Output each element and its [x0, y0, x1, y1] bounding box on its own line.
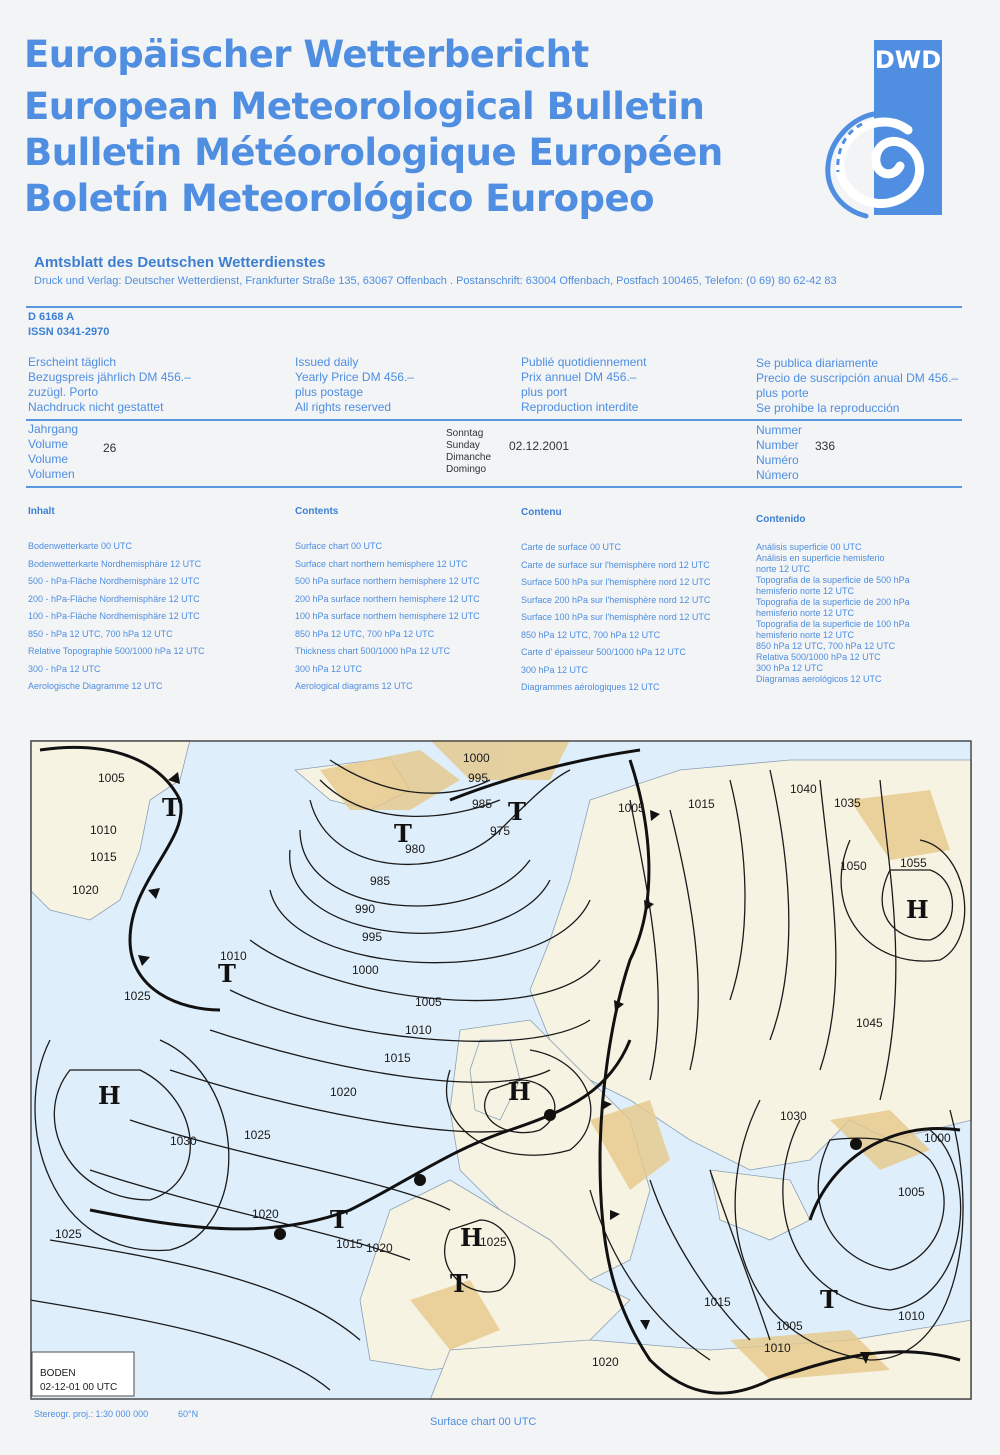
- volume-value: 26: [103, 441, 117, 455]
- isobar-label: 1000: [352, 963, 379, 977]
- isobar-label: 1020: [592, 1355, 619, 1369]
- front-semicircle: [414, 1174, 426, 1186]
- volume-label: Volumen: [28, 467, 75, 481]
- isobar-label: 1045: [856, 1016, 883, 1030]
- contents-heading-en: Contents: [295, 506, 339, 517]
- subscription-en: [295, 355, 414, 415]
- subscription-line: Nachdruck nicht gestattet: [28, 400, 164, 414]
- isobar-label: 1020: [366, 1241, 393, 1255]
- contents-item: Surface 500 hPa sur l'hemisphère nord 12 UTC: [521, 577, 711, 587]
- isobar-label: 980: [405, 842, 426, 856]
- isobar-label: 1000: [924, 1131, 951, 1145]
- low-pressure-center: T: [820, 1285, 838, 1314]
- contents-item: Relative Topographie 500/1000 hPa 12 UTC: [28, 646, 205, 656]
- day-labels: [446, 428, 491, 476]
- high-pressure-center: H: [460, 1223, 483, 1252]
- isobar-label: 1010: [898, 1309, 925, 1323]
- contents-item: 100 hPa surface northern hemisphere 12 UTC: [295, 611, 480, 621]
- issue-number: 336: [815, 439, 836, 453]
- front-semicircle: [544, 1109, 556, 1121]
- contents-item: Análisis superficie 00 UTC: [756, 542, 862, 552]
- contents-item: 300 hPa 12 UTC: [295, 663, 363, 674]
- subscription-de: [28, 355, 191, 415]
- subscription-line: Bezugspreis jährlich DM 456.–: [28, 370, 191, 384]
- volume-label: Volume: [28, 452, 69, 466]
- divider-bottom: [26, 486, 962, 488]
- contents-item: Topografia de la superficie de 500 hPa: [756, 575, 910, 585]
- spiral-icon: [822, 100, 942, 220]
- contents-item: Topografia de la superficie de 200 hPa: [756, 597, 910, 607]
- subscription-line: All rights reserved: [295, 400, 392, 414]
- isobar-label: 1025: [244, 1128, 271, 1142]
- number-label: Number: [756, 438, 799, 452]
- day-label: Dimanche: [446, 452, 492, 463]
- contents-item: Surface 200 hPa sur l'hemisphère nord 12 UTC: [521, 594, 711, 605]
- issue-date: 02.12.2001: [509, 439, 570, 453]
- isobar-label: 1025: [124, 989, 151, 1003]
- title-german: Europäischer Wetterbericht: [24, 33, 589, 76]
- surface-weather-map: [30, 740, 972, 1400]
- subscription-line: plus port: [521, 385, 568, 399]
- contents-item: Bodenwetterkarte 00 UTC: [28, 541, 133, 551]
- map-latitude: 60°N: [178, 1409, 199, 1419]
- number-label: Número: [756, 468, 799, 482]
- publisher-address: Druck und Verlag: Deutscher Wetterdienst, Frankfurter Straße 135, 63067 Offenbach . Postanschrift: 63004 Offenbach, Postfach 100465, Telefon: (0 69) 80 62-42 83: [34, 275, 837, 287]
- subscription-line: Precio de suscripción anual DM 456.–: [756, 371, 959, 385]
- contents-item: hemisferio norte 12 UTC: [756, 586, 855, 596]
- isobar-label: 1020: [72, 883, 99, 897]
- publication-code: D 6168 A: [28, 311, 75, 323]
- isobar-label: 1015: [336, 1237, 363, 1251]
- contents-list-es: [756, 542, 910, 685]
- isobar-label: 1010: [764, 1341, 791, 1355]
- contents-item: Diagrammes aérologiques 12 UTC: [521, 682, 660, 692]
- isobar-label: 995: [468, 771, 489, 785]
- contents-item: norte 12 UTC: [756, 564, 811, 574]
- contents-item: Carte de surface sur l'hemisphère nord 12 UTC: [521, 559, 710, 570]
- subscription-line: Publié quotidiennement: [521, 355, 647, 369]
- number-label: Numéro: [756, 453, 799, 467]
- contents-item: Carte d' épaisseur 500/1000 hPa 12 UTC: [521, 647, 686, 657]
- isobar-label: 1000: [463, 751, 490, 765]
- high-pressure-center: H: [508, 1077, 531, 1106]
- subscription-line: zuzügl. Porto: [28, 385, 99, 399]
- contents-item: Thickness chart 500/1000 hPa 12 UTC: [295, 646, 451, 656]
- subscription-line: Issued daily: [295, 355, 359, 369]
- stamp-line: BODEN: [40, 1368, 76, 1379]
- number-label: Nummer: [756, 423, 803, 437]
- subscription-es: [756, 356, 958, 416]
- volume-labels: [28, 422, 78, 482]
- isobar-label: 1010: [220, 949, 247, 963]
- dwd-logo: [822, 40, 942, 215]
- contents-item: Aerologische Diagramme 12 UTC: [28, 681, 163, 691]
- contents-item: Surface chart 00 UTC: [295, 541, 383, 551]
- contents-item: Análisis en superficie hemisferio: [756, 553, 885, 563]
- contents-heading-fr: Contenu: [521, 507, 562, 518]
- isobar-label: 985: [370, 874, 391, 888]
- contents-list-fr: [521, 539, 710, 697]
- isobar-label: 1010: [90, 823, 117, 837]
- isobar-label: 1030: [780, 1109, 807, 1123]
- low-pressure-center: T: [450, 1269, 468, 1298]
- contents-item: Bodenwetterkarte Nordhemisphäre 12 UTC: [28, 558, 202, 569]
- map-projection: Stereogr. proj.: 1:30 000 000: [34, 1409, 149, 1419]
- isobar-label: 1040: [790, 782, 817, 796]
- number-labels: [756, 423, 802, 483]
- contents-item: Carte de surface 00 UTC: [521, 542, 622, 552]
- contents-item: 850 hPa 12 UTC, 700 hPa 12 UTC: [295, 628, 435, 639]
- contents-item: hemisferio norte 12 UTC: [756, 630, 855, 640]
- isobar-label: 1010: [405, 1023, 432, 1037]
- volume-label: Jahrgang: [28, 422, 79, 436]
- contents-item: 300 hPa 12 UTC: [756, 663, 824, 673]
- low-pressure-center: T: [394, 819, 412, 848]
- subscription-line: Reproduction interdite: [521, 400, 639, 414]
- isobar-label: 995: [362, 930, 383, 944]
- day-label: Sunday: [446, 440, 480, 451]
- isobar-label: 985: [472, 797, 493, 811]
- contents-item: Relativa 500/1000 hPa 12 UTC: [756, 652, 881, 662]
- contents-item: Surface chart northern hemisphere 12 UTC: [295, 558, 468, 569]
- contents-heading-de: Inhalt: [28, 506, 55, 517]
- subscription-line: Se publica diariamente: [756, 356, 879, 370]
- front-semicircle: [850, 1138, 862, 1150]
- isobar-label: 975: [490, 824, 511, 838]
- isobar-label: 1030: [170, 1134, 197, 1148]
- isobar-label: 990: [355, 902, 376, 916]
- divider-middle: [26, 419, 962, 421]
- contents-item: Aerological diagrams 12 UTC: [295, 681, 413, 691]
- subscription-line: plus postage: [295, 385, 364, 399]
- isobar-label: 1055: [900, 856, 927, 870]
- title-french: Bulletin Météorologique Européen: [24, 131, 723, 174]
- subscription-line: Yearly Price DM 456.–: [295, 370, 414, 384]
- logo-text: DWD: [874, 46, 942, 74]
- weather-map-svg: [30, 740, 972, 1400]
- contents-item: 500 - hPa-Fläche Nordhemisphäre 12 UTC: [28, 576, 200, 586]
- contents-list-de: [28, 538, 204, 696]
- title-spanish: Boletín Meteorológico Europeo: [24, 177, 655, 220]
- subscription-fr: [521, 355, 646, 415]
- isobar-label: 1005: [898, 1185, 925, 1199]
- contents-item: 500 hPa surface northern hemisphere 12 UTC: [295, 576, 480, 586]
- publisher: Amtsblatt des Deutschen Wetterdienstes: [34, 254, 326, 271]
- subscription-line: plus porte: [756, 386, 809, 400]
- isobar-label: 1005: [776, 1319, 803, 1333]
- subscription-line: Prix annuel DM 456.–: [521, 370, 637, 384]
- contents-item: 100 - hPa-Fläche Nordhemisphäre 12 UTC: [28, 611, 200, 621]
- subscription-line: Se prohibe la reproducción: [756, 401, 900, 415]
- isobar-label: 1015: [704, 1295, 731, 1309]
- contents-item: Topografia de la superficie de 100 hPa: [756, 619, 910, 629]
- issn: ISSN 0341-2970: [28, 326, 110, 338]
- contents-item: 300 - hPa 12 UTC: [28, 663, 101, 674]
- isobar-label: 1015: [90, 850, 117, 864]
- isobar-label: 1015: [688, 797, 715, 811]
- isobar-label: 1020: [252, 1207, 279, 1221]
- isobar-label: 1035: [834, 796, 861, 810]
- stamp-line: 02-12-01 00 UTC: [40, 1382, 118, 1393]
- contents-item: hemisferio norte 12 UTC: [756, 608, 855, 618]
- isobar-label: 1015: [384, 1051, 411, 1065]
- contents-item: 300 hPa 12 UTC: [521, 664, 589, 675]
- low-pressure-center: T: [508, 797, 526, 826]
- contents-item: 850 hPa 12 UTC, 700 hPa 12 UTC: [521, 629, 661, 640]
- title-english: European Meteorological Bulletin: [24, 85, 705, 128]
- divider-top: [26, 306, 962, 308]
- contents-item: 200 - hPa-Fläche Nordhemisphäre 12 UTC: [28, 593, 200, 604]
- low-pressure-center: T: [218, 959, 236, 988]
- high-pressure-center: H: [906, 895, 929, 924]
- isobar-label: 1025: [55, 1227, 82, 1241]
- contents-list-en: [295, 538, 480, 696]
- day-label: Sonntag: [446, 428, 484, 439]
- isobar-label: 1005: [98, 771, 125, 785]
- isobar-label: 1005: [618, 801, 645, 815]
- contents-item: 850 hPa 12 UTC, 700 hPa 12 UTC: [756, 641, 896, 651]
- high-pressure-center: H: [98, 1081, 121, 1110]
- low-pressure-center: T: [330, 1205, 348, 1234]
- contents-item: 850 - hPa 12 UTC, 700 hPa 12 UTC: [28, 628, 173, 639]
- isobar-label: 1020: [330, 1085, 357, 1099]
- contents-item: Surface 100 hPa sur l'hemisphère nord 12 UTC: [521, 612, 711, 622]
- front-semicircle: [274, 1228, 286, 1240]
- map-caption: Surface chart 00 UTC: [430, 1416, 537, 1428]
- day-label: Domingo: [446, 464, 487, 475]
- volume-label: Volume: [28, 437, 69, 451]
- isobar-label: 1005: [415, 995, 442, 1009]
- contents-item: Diagramas aerológicos 12 UTC: [756, 674, 882, 684]
- low-pressure-center: T: [162, 793, 180, 822]
- subscription-line: Erscheint täglich: [28, 355, 117, 369]
- isobar-label: 1025: [480, 1235, 507, 1249]
- contents-item: 200 hPa surface northern hemisphere 12 UTC: [295, 593, 480, 604]
- isobar-label: 1050: [840, 859, 867, 873]
- contents-heading-es: Contenido: [756, 514, 806, 525]
